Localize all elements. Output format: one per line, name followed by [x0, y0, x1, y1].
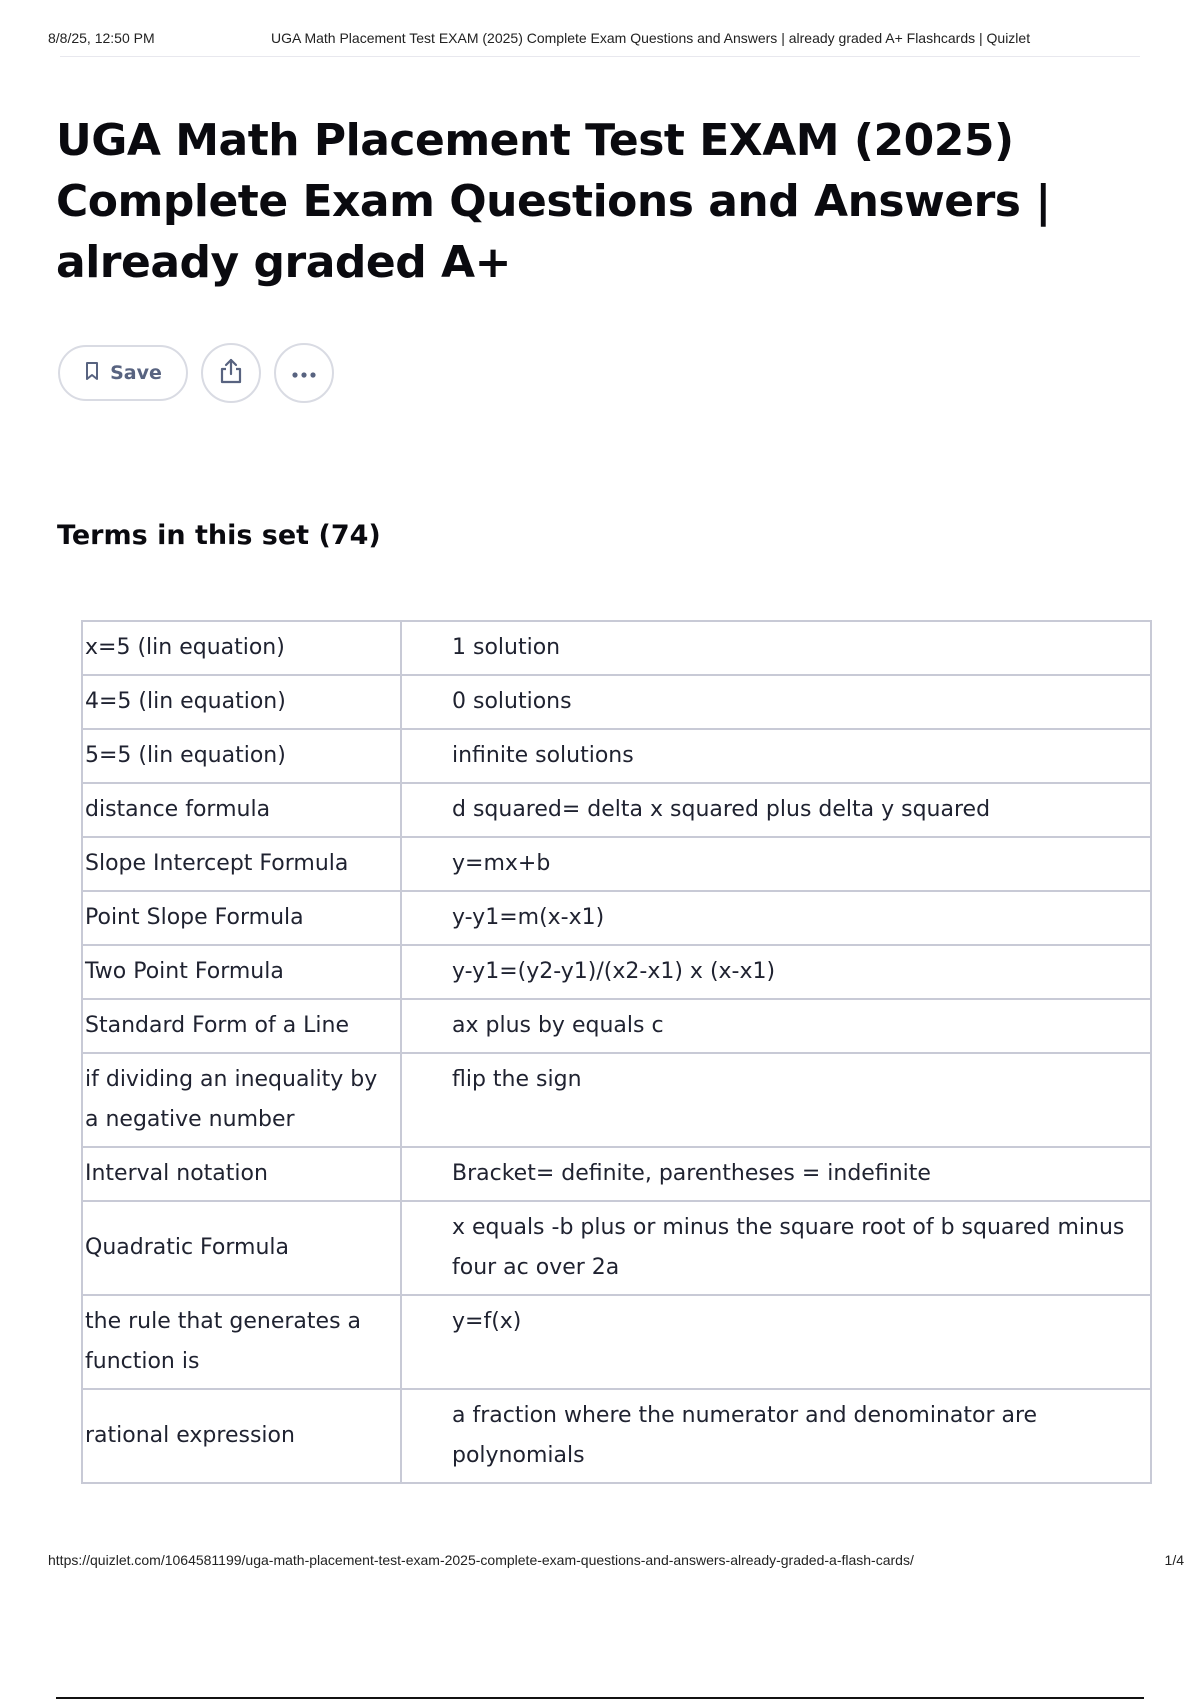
term-text: if dividing an inequality by a negative number	[82, 1053, 401, 1147]
definition-text: x equals -b plus or minus the square root of b squared minus four ac over 2a	[401, 1201, 1151, 1295]
save-button-label: Save	[110, 362, 162, 384]
print-document-title: UGA Math Placement Test EXAM (2025) Complete Exam Questions and Answers | already graded A+ Flashcards | Quizlet	[271, 30, 1031, 46]
term-text: the rule that generates a function is	[82, 1295, 401, 1389]
definition-text: y=mx+b	[401, 837, 1151, 891]
term-text: Interval notation	[82, 1147, 401, 1201]
definition-text: 1 solution	[401, 621, 1151, 675]
term-text: Quadratic Formula	[82, 1201, 401, 1295]
term-text: 4=5 (lin equation)	[82, 675, 401, 729]
more-icon	[290, 364, 318, 383]
term-text: distance formula	[82, 783, 401, 837]
save-button[interactable]	[58, 345, 188, 401]
definition-text: infinite solutions	[401, 729, 1151, 783]
term-row	[82, 891, 1151, 945]
term-row	[82, 621, 1151, 675]
term-row	[82, 1201, 1151, 1295]
term-row	[82, 783, 1151, 837]
term-text: rational expression	[82, 1389, 401, 1483]
term-text: Standard Form of a Line	[82, 999, 401, 1053]
print-date: 8/8/25, 12:50 PM	[48, 30, 155, 46]
bottom-divider	[56, 1697, 1144, 1699]
more-options-button[interactable]	[274, 343, 334, 403]
term-row	[82, 1053, 1151, 1147]
term-row	[82, 675, 1151, 729]
definition-text: Bracket= definite, parentheses = indefinite	[401, 1147, 1151, 1201]
definition-text: flip the sign	[401, 1053, 1151, 1147]
definition-text: y=f(x)	[401, 1295, 1151, 1389]
term-text: x=5 (lin equation)	[82, 621, 401, 675]
terms-table	[81, 620, 1152, 1484]
term-text: Slope Intercept Formula	[82, 837, 401, 891]
term-row	[82, 1147, 1151, 1201]
term-text: Point Slope Formula	[82, 891, 401, 945]
term-row	[82, 999, 1151, 1053]
share-icon	[218, 357, 244, 389]
page-url: https://quizlet.com/1064581199/uga-math-placement-test-exam-2025-complete-exam-questions-and-answers-already-graded-a-flash-cards/	[48, 1552, 914, 1568]
definition-text: y-y1=m(x-x1)	[401, 891, 1151, 945]
bookmark-icon	[84, 361, 100, 386]
share-button[interactable]	[201, 343, 261, 403]
definition-text: ax plus by equals c	[401, 999, 1151, 1053]
action-bar	[58, 343, 334, 403]
definition-text: a fraction where the numerator and denominator are polynomials	[401, 1389, 1151, 1483]
definition-text: 0 solutions	[401, 675, 1151, 729]
term-row	[82, 1389, 1151, 1483]
term-row	[82, 1295, 1151, 1389]
terms-heading: Terms in this set (74)	[57, 520, 381, 551]
term-row	[82, 837, 1151, 891]
page-title: UGA Math Placement Test EXAM (2025) Complete Exam Questions and Answers | already graded A+	[56, 115, 1051, 288]
page-number: 1/4	[1164, 1552, 1184, 1568]
term-row	[82, 945, 1151, 999]
definition-text: d squared= delta x squared plus delta y squared	[401, 783, 1151, 837]
term-text: 5=5 (lin equation)	[82, 729, 401, 783]
term-row	[82, 729, 1151, 783]
term-text: Two Point Formula	[82, 945, 401, 999]
definition-text: y-y1=(y2-y1)/(x2-x1) x (x-x1)	[401, 945, 1151, 999]
header-divider	[60, 56, 1140, 57]
